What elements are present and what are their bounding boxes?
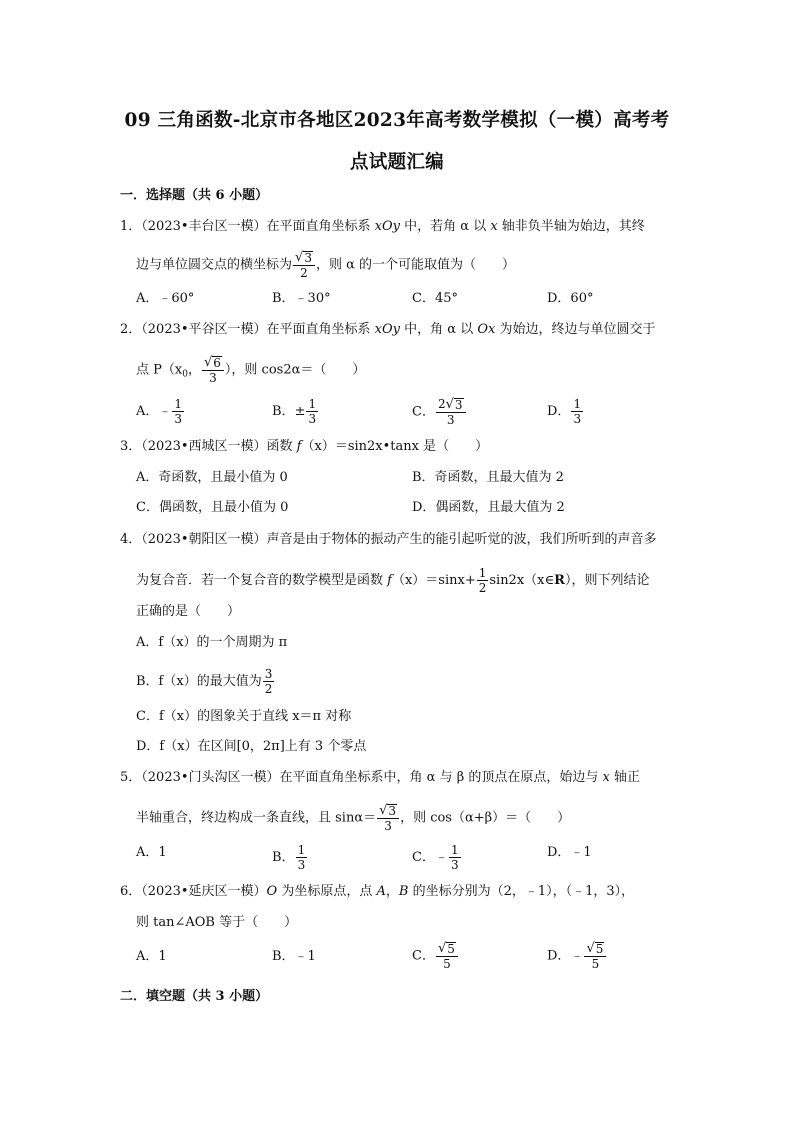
option-label: B． bbox=[272, 850, 295, 865]
question-1-line-1 bbox=[120, 217, 645, 237]
text: ，则 cos（α+β）＝（ ） bbox=[400, 810, 571, 826]
text: （2023•平谷区一模）在平面直角坐标系 bbox=[141, 322, 375, 337]
question-4-number: 4． bbox=[120, 532, 142, 547]
denominator: 3 bbox=[446, 413, 455, 427]
text-italic: B bbox=[398, 884, 409, 899]
text: 的坐标分别为（2，﹣1），（﹣1，3）， bbox=[408, 884, 635, 899]
fraction-three-halves bbox=[263, 667, 275, 696]
question-1-line-2 bbox=[136, 250, 515, 280]
text-italic: O bbox=[266, 884, 278, 899]
text-italic: f bbox=[387, 573, 392, 588]
text: 轴非负半轴为始边，其终 bbox=[497, 219, 645, 234]
radicand: 3 bbox=[454, 398, 463, 412]
question-2-option-a bbox=[136, 397, 185, 426]
question-2-line-2 bbox=[136, 355, 365, 385]
question-5-number: 5． bbox=[120, 770, 142, 785]
question-5-option-a: A．1 bbox=[136, 845, 167, 860]
text: ），则 cos2α＝（ ） bbox=[224, 362, 366, 378]
text-italic: A bbox=[376, 884, 386, 899]
denominator: 3 bbox=[174, 412, 183, 426]
section-heading-fill-in: 二．填空题（共 3 小题） bbox=[120, 989, 269, 1004]
text-italic: x bbox=[490, 219, 498, 234]
question-2-line-1 bbox=[120, 320, 655, 340]
question-5-line-2 bbox=[136, 803, 570, 833]
text: （2023•门头沟区一模）在平面直角坐标系中，角 α 与 β 的顶点在原点，始边与 bbox=[141, 770, 603, 785]
denominator: 2 bbox=[264, 682, 273, 696]
option-label: C． bbox=[412, 850, 435, 865]
text: （x）＝sin2x•tanx 是（ ） bbox=[301, 439, 489, 454]
question-3-number: 3． bbox=[120, 439, 142, 454]
fraction-sqrt3-over-2: √ 3 2 bbox=[293, 250, 315, 280]
numerator: 1 bbox=[573, 397, 582, 411]
text-italic: f bbox=[296, 439, 302, 454]
question-4-option-a: A．f（x）的一个周期为 π bbox=[136, 635, 288, 650]
question-2-option-d bbox=[547, 397, 584, 426]
fraction bbox=[571, 397, 583, 426]
text-italic: Ox bbox=[477, 322, 496, 337]
numerator: 1 bbox=[297, 843, 306, 857]
text: 边与单位圆交点的横坐标为 bbox=[136, 257, 293, 273]
text-italic: xOy bbox=[374, 219, 401, 234]
denominator: 3 bbox=[384, 819, 392, 833]
question-6-option-b: B．﹣1 bbox=[272, 949, 316, 964]
sign: ﹣ bbox=[158, 404, 172, 419]
question-1-option-d: D．60° bbox=[547, 291, 594, 306]
question-4-option-d: D．f（x）在区间[0，2π]上有 3 个零点 bbox=[136, 739, 367, 754]
question-6-line-1 bbox=[120, 882, 634, 902]
question-4-line-2 bbox=[136, 566, 649, 595]
option-label: B． bbox=[272, 404, 295, 419]
text: 为复合音．若一个复合音的数学模型是函数 bbox=[136, 573, 388, 588]
subscript: 0 bbox=[182, 369, 188, 380]
denominator: 2 bbox=[300, 266, 308, 280]
question-1-number: 1． bbox=[120, 219, 142, 234]
question-4-option-b bbox=[136, 667, 275, 696]
text-italic: x bbox=[602, 770, 610, 785]
denominator: 3 bbox=[450, 858, 459, 872]
question-4-line-3: 正确的是（ ） bbox=[136, 604, 241, 619]
text: 轴正 bbox=[609, 770, 640, 785]
text: 为坐标原点，点 bbox=[277, 884, 377, 899]
sign: ﹣ bbox=[570, 948, 584, 964]
question-5-line-1 bbox=[120, 768, 640, 788]
fraction bbox=[172, 397, 184, 426]
denominator: 3 bbox=[308, 412, 317, 426]
text: sin2x（x∈ bbox=[489, 573, 555, 588]
text: ， bbox=[385, 884, 399, 899]
text-bold: R bbox=[554, 573, 565, 588]
denominator: 3 bbox=[573, 412, 582, 426]
option-label: A． bbox=[136, 404, 159, 419]
fraction-one-half bbox=[477, 566, 489, 595]
page-title bbox=[110, 100, 684, 184]
question-3-option-a: A．奇函数，且最小值为 0 bbox=[136, 470, 288, 485]
option-label: C． bbox=[412, 404, 435, 420]
question-6-option-d bbox=[547, 941, 607, 971]
question-5-option-b bbox=[272, 843, 308, 872]
numerator: 1 bbox=[478, 566, 487, 580]
question-4-line-1 bbox=[120, 530, 657, 550]
sign: ± bbox=[294, 404, 306, 419]
question-3-option-b: B．奇函数，且最大值为 2 bbox=[412, 470, 564, 485]
option-label: C． bbox=[412, 948, 435, 964]
text: 半轴重合，终边构成一条直线，且 sinα＝ bbox=[136, 810, 377, 826]
numerator: 1 bbox=[308, 397, 317, 411]
coefficient: 2 bbox=[437, 397, 446, 411]
question-5-option-d: D．﹣1 bbox=[547, 845, 592, 860]
text: B．f（x）的最大值为 bbox=[136, 674, 262, 689]
text: 中，若角 α 以 bbox=[400, 219, 491, 234]
fraction bbox=[449, 843, 461, 872]
question-1-option-b: B．﹣30° bbox=[272, 291, 331, 306]
text: 为始边，终边与单位圆交于 bbox=[495, 322, 656, 337]
denominator: 3 bbox=[209, 371, 217, 385]
denominator: 5 bbox=[591, 957, 600, 971]
fraction bbox=[296, 843, 308, 872]
radicand: 6 bbox=[213, 356, 221, 370]
text: 点 P（x bbox=[136, 362, 183, 378]
section-heading-choice: 一．选择题（共 6 小题） bbox=[120, 188, 269, 203]
question-6-line-2: 则 tan∠AOB 等于（ ） bbox=[136, 915, 298, 930]
denominator: 5 bbox=[443, 957, 451, 971]
text: ），则下列结论 bbox=[564, 573, 650, 588]
radicand: 3 bbox=[304, 251, 312, 265]
fraction bbox=[306, 397, 318, 426]
text: 中，角 α 以 bbox=[400, 322, 478, 337]
option-label: D． bbox=[547, 404, 571, 419]
sign: ﹣ bbox=[434, 850, 448, 865]
question-6-option-c bbox=[412, 941, 459, 971]
fraction: 2 √ 3 3 bbox=[436, 397, 466, 427]
text: （2023•丰台区一模）在平面直角坐标系 bbox=[141, 219, 375, 234]
question-2-number: 2． bbox=[120, 322, 142, 337]
radicand: 5 bbox=[595, 942, 604, 956]
question-1-option-a: A．﹣60° bbox=[136, 291, 195, 306]
question-3-line-1 bbox=[120, 437, 488, 457]
question-4-option-c: C．f（x）的图象关于直线 x＝π 对称 bbox=[136, 709, 352, 724]
option-label: D． bbox=[547, 948, 571, 964]
radicand: 3 bbox=[388, 804, 397, 818]
numerator: 1 bbox=[174, 397, 183, 411]
denominator: 3 bbox=[297, 858, 306, 872]
question-6-number: 6． bbox=[120, 884, 142, 899]
fraction-sqrt5-over-5: √ 5 5 bbox=[436, 941, 458, 971]
question-3-option-d: D．偶函数，且最大值为 2 bbox=[412, 500, 565, 515]
fraction-sqrt3-over-3: √ 3 3 bbox=[377, 803, 399, 833]
question-2-option-b bbox=[272, 397, 319, 426]
radicand: 5 bbox=[447, 942, 455, 956]
text: （2023•西城区一模）函数 bbox=[141, 439, 297, 454]
text: ，则 α 的一个可能取值为（ ） bbox=[315, 257, 515, 273]
question-1-option-c: C．45° bbox=[412, 291, 458, 306]
question-5-option-c bbox=[412, 843, 462, 872]
text: （2023•朝阳区一模）声音是由于物体的振动产生的能引起听觉的波，我们所听到的声音多 bbox=[141, 532, 657, 547]
denominator: 2 bbox=[478, 581, 487, 595]
numerator: 3 bbox=[264, 667, 273, 681]
title-line-2: 点试题汇编 bbox=[349, 152, 444, 173]
text: （x）＝sinx+ bbox=[391, 573, 476, 588]
fraction-sqrt6-over-3: √ 6 3 bbox=[202, 355, 224, 385]
text: ， bbox=[187, 362, 201, 378]
numerator: 1 bbox=[450, 843, 459, 857]
question-6-option-a: A．1 bbox=[136, 949, 167, 964]
fraction-sqrt5-over-5: √ 5 5 bbox=[584, 941, 606, 971]
question-3-option-c: C．偶函数，且最小值为 0 bbox=[136, 500, 289, 515]
question-2-option-c bbox=[412, 397, 467, 427]
text-italic: xOy bbox=[374, 322, 401, 337]
title-line-1: 09 三角函数-北京市各地区2023年高考数学模拟（一模）高考考 bbox=[124, 110, 670, 131]
text: （2023•延庆区一模） bbox=[141, 884, 267, 899]
